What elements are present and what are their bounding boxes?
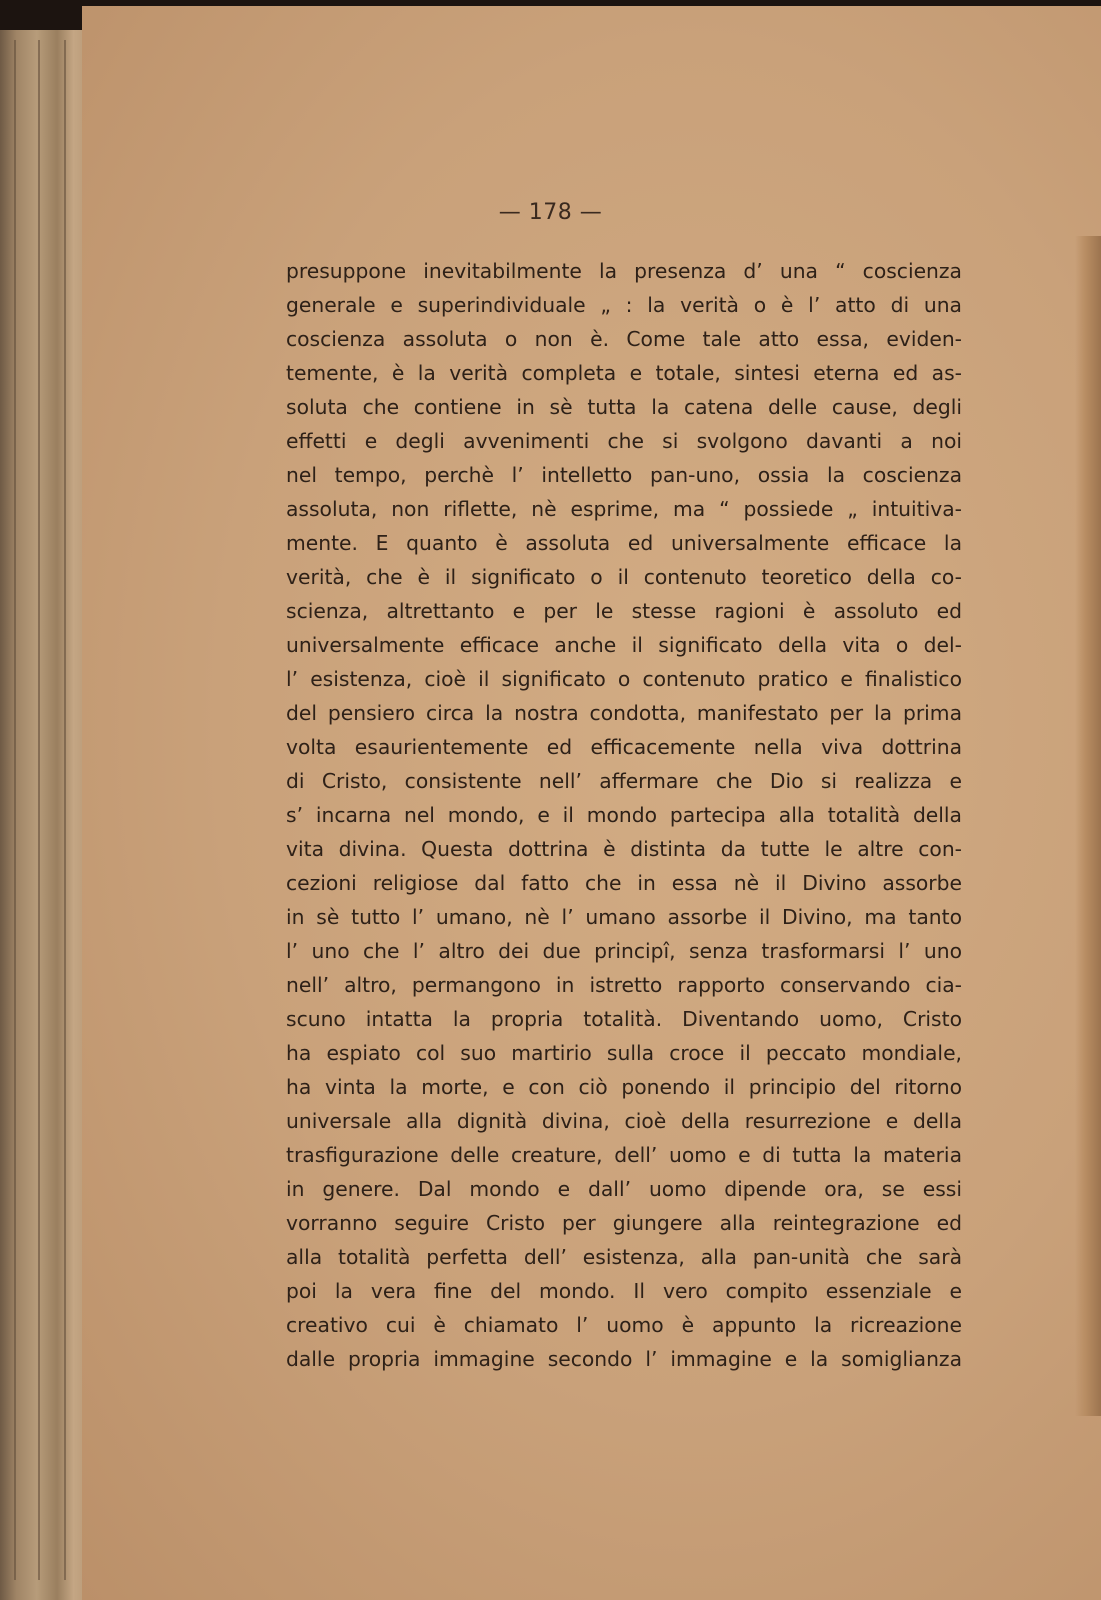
text-line: ha vinta la morte, e con ciò ponendo il principio del ritorno [286, 1075, 962, 1099]
text-line: ha espiato col suo martirio sulla croce il peccato mondiale, [286, 1041, 962, 1065]
text-line: nell’ altro, permangono in istretto rapporto conservando cia- [286, 973, 962, 997]
text-line: vorranno seguire Cristo per giungere alla reintegrazione ed [286, 1211, 962, 1235]
spine-edge-line [38, 40, 40, 1580]
text-line: in genere. Dal mondo e dall’ uomo dipende ora, se essi [286, 1177, 962, 1201]
text-line: mente. E quanto è assoluta ed universalmente efficace la [286, 531, 962, 555]
text-line: scuno intatta la propria totalità. Diventando uomo, Cristo [286, 1007, 962, 1031]
text-line: assoluta, non riflette, nè esprime, ma “ possiede „ intuitiva- [286, 497, 962, 521]
text-line: poi la vera fine del mondo. Il vero compito essenziale e [286, 1279, 962, 1303]
text-line: l’ esistenza, cioè il significato o contenuto pratico e finalistico [286, 667, 962, 691]
text-line: dalle propria immagine secondo l’ immagine e la somiglianza [286, 1347, 962, 1371]
text-line: universalmente efficace anche il significato della vita o del- [286, 633, 962, 657]
text-line: vita divina. Questa dottrina è distinta da tutte le altre con- [286, 837, 962, 861]
text-line: trasfigurazione delle creature, dell’ uomo e di tutta la materia [286, 1143, 962, 1167]
text-line: scienza, altrettanto e per le stesse ragioni è assoluto ed [286, 599, 962, 623]
text-line: nel tempo, perchè l’ intelletto pan-uno, ossia la coscienza [286, 463, 962, 487]
page-edge-shadow [1075, 236, 1101, 1416]
text-line: creativo cui è chiamato l’ uomo è appunto la ricreazione [286, 1313, 962, 1337]
text-line: cezioni religiose dal fatto che in essa nè il Divino assorbe [286, 871, 962, 895]
text-line: soluta che contiene in sè tutta la catena delle cause, degli [286, 395, 962, 419]
text-line: l’ uno che l’ altro dei due principî, senza trasformarsi l’ uno [286, 939, 962, 963]
text-line: di Cristo, consistente nell’ affermare che Dio si realizza e [286, 769, 962, 793]
spine-edge-line [64, 40, 66, 1580]
page-number: — 178 — [498, 200, 603, 225]
text-line: presuppone inevitabilmente la presenza d’ una “ coscienza [286, 259, 962, 283]
text-line: temente, è la verità completa e totale, sintesi eterna ed as- [286, 361, 962, 385]
spine-edge-line [14, 40, 16, 1580]
text-line: generale e superindividuale „ : la verità o è l’ atto di una [286, 293, 962, 317]
text-line: in sè tutto l’ umano, nè l’ umano assorbe il Divino, ma tanto [286, 905, 962, 929]
text-line: effetti e degli avvenimenti che si svolgono davanti a noi [286, 429, 962, 453]
text-line: universale alla dignità divina, cioè della resurrezione e della [286, 1109, 962, 1133]
text-line: s’ incarna nel mondo, e il mondo partecipa alla totalità della [286, 803, 962, 827]
text-line: volta esaurientemente ed efficacemente nella viva dottrina [286, 735, 962, 759]
body-text [286, 254, 962, 1376]
text-line: verità, che è il significato o il contenuto teoretico della co- [286, 565, 962, 589]
text-line: del pensiero circa la nostra condotta, manifestato per la prima [286, 701, 962, 725]
text-line: coscienza assoluta o non è. Come tale atto essa, eviden- [286, 327, 962, 351]
text-line: alla totalità perfetta dell’ esistenza, alla pan-unità che sarà [286, 1245, 962, 1269]
